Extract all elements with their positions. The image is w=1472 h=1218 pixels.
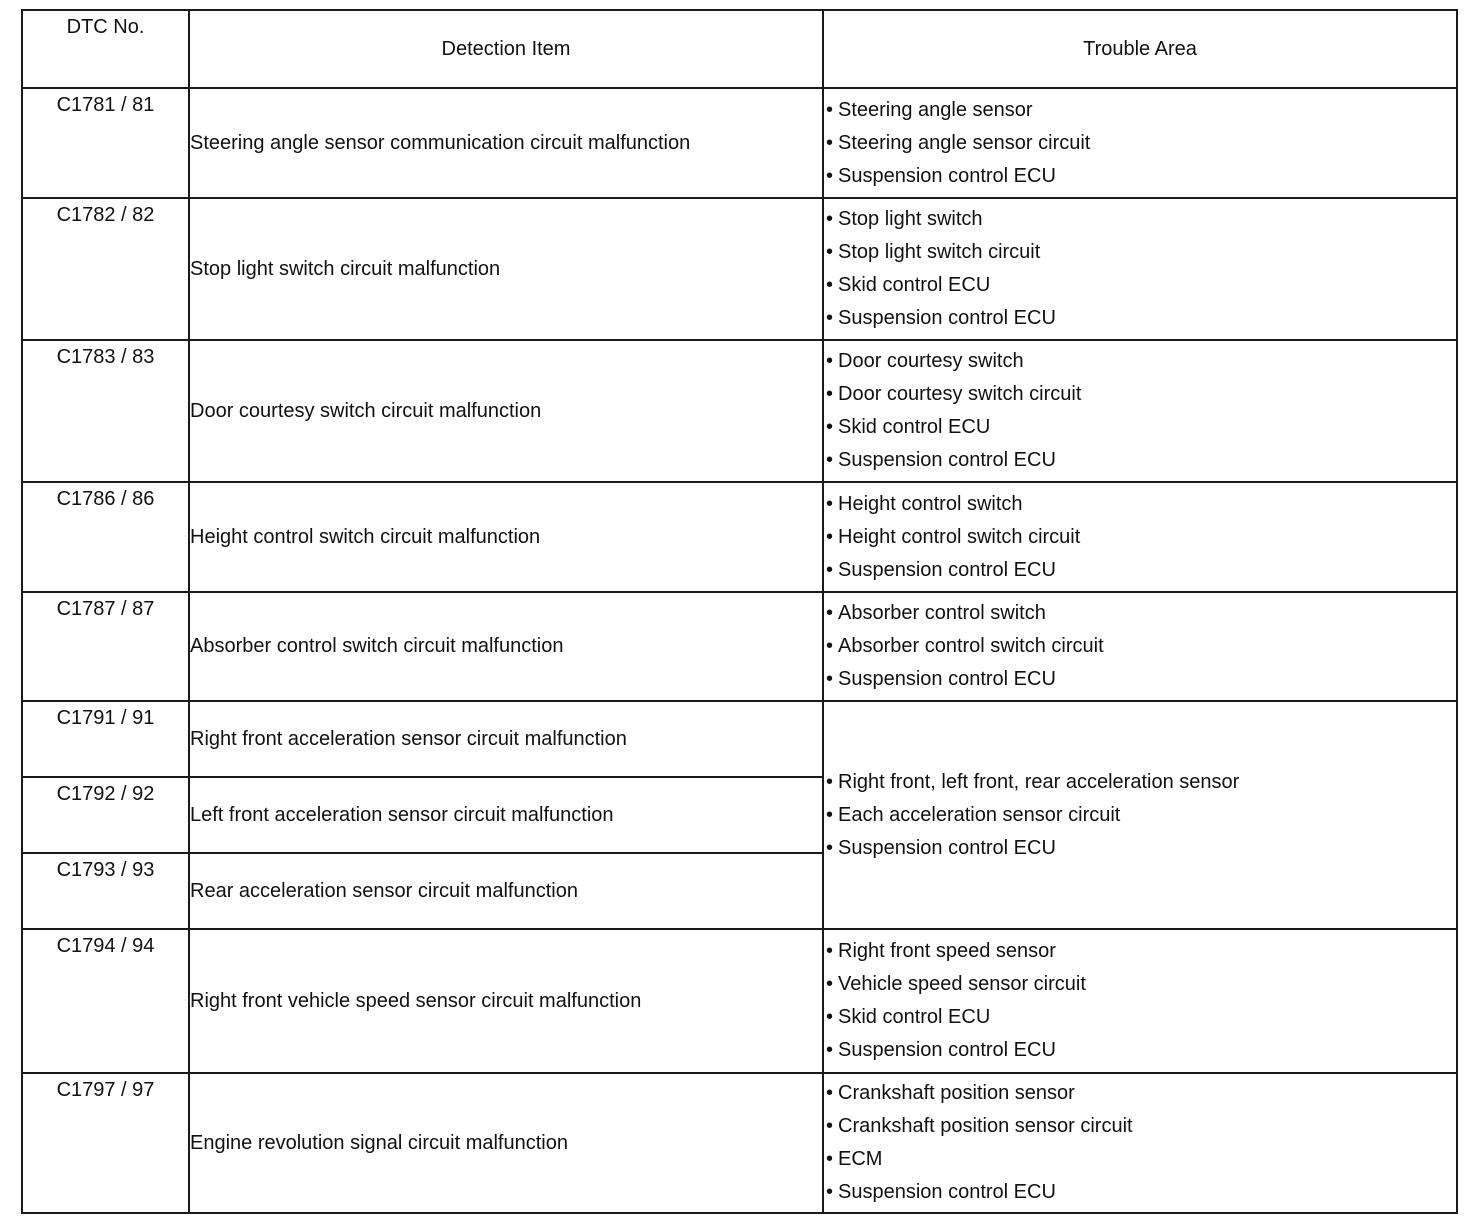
table-row	[22, 929, 1457, 1073]
dtc-table	[21, 9, 1458, 1214]
trouble-area-item: • Skid control ECU	[824, 1001, 1456, 1034]
dtc-code: C1794 / 94	[22, 929, 189, 1073]
trouble-area-item: • Each acceleration sensor circuit	[824, 799, 1456, 832]
table-row	[22, 88, 1457, 198]
trouble-area-item: • Right front, left front, rear acceleration sensor	[824, 766, 1456, 799]
bullet-icon: •	[826, 274, 834, 296]
header-dtc-no: DTC No.	[22, 10, 189, 88]
table-row	[22, 482, 1457, 592]
trouble-area-item: • Suspension control ECU	[824, 1176, 1456, 1209]
trouble-area-item: • Door courtesy switch circuit	[824, 378, 1456, 411]
trouble-area-item: • Steering angle sensor circuit	[824, 127, 1456, 160]
trouble-area-item: • Door courtesy switch	[824, 345, 1456, 378]
trouble-area-list	[824, 94, 1456, 193]
bullet-icon: •	[826, 1115, 834, 1137]
dtc-code: C1797 / 97	[22, 1073, 189, 1213]
bullet-icon: •	[826, 131, 834, 154]
bullet-icon: •	[826, 635, 834, 657]
detection-item: Door courtesy switch circuit malfunction	[189, 340, 823, 482]
detection-item: Rear acceleration sensor circuit malfunction	[189, 853, 823, 929]
bullet-icon: •	[826, 836, 834, 859]
dtc-code: C1781 / 81	[22, 88, 189, 198]
trouble-area-item: • Height control switch	[824, 488, 1456, 521]
bullet-icon: •	[826, 602, 834, 624]
trouble-area-list	[824, 345, 1456, 477]
bullet-icon: •	[826, 1006, 834, 1028]
table-row	[22, 198, 1457, 340]
bullet-icon: •	[826, 770, 834, 793]
dtc-code: C1791 / 91	[22, 701, 189, 777]
trouble-area-item: • Suspension control ECU	[824, 554, 1456, 587]
trouble-area-item: • Stop light switch	[824, 203, 1456, 236]
dtc-code: C1783 / 83	[22, 340, 189, 482]
bullet-icon: •	[826, 558, 834, 581]
trouble-area	[823, 340, 1457, 482]
trouble-area-item: • Steering angle sensor	[824, 94, 1456, 127]
bullet-icon: •	[826, 164, 834, 187]
detection-item: Stop light switch circuit malfunction	[189, 198, 823, 340]
bullet-icon: •	[826, 350, 834, 372]
trouble-area	[823, 701, 1457, 929]
trouble-area	[823, 88, 1457, 198]
table-row	[22, 592, 1457, 701]
trouble-area-item: • Suspension control ECU	[824, 663, 1456, 696]
trouble-area-item: • Suspension control ECU	[824, 160, 1456, 193]
dtc-code: C1787 / 87	[22, 592, 189, 701]
trouble-area-list	[824, 935, 1456, 1067]
bullet-icon: •	[826, 416, 834, 438]
bullet-icon: •	[826, 668, 834, 690]
trouble-area-list	[824, 488, 1456, 587]
detection-item: Right front vehicle speed sensor circuit malfunction	[189, 929, 823, 1073]
trouble-area	[823, 1073, 1457, 1213]
bullet-icon: •	[826, 383, 834, 405]
table-row	[22, 1073, 1457, 1213]
bullet-icon: •	[826, 1039, 834, 1061]
trouble-area-item: • Crankshaft position sensor	[824, 1077, 1456, 1110]
trouble-area-item: • Skid control ECU	[824, 411, 1456, 444]
detection-item: Absorber control switch circuit malfunction	[189, 592, 823, 701]
dtc-code: C1786 / 86	[22, 482, 189, 592]
trouble-area-list	[824, 1077, 1456, 1209]
trouble-area	[823, 929, 1457, 1073]
trouble-area-list	[824, 203, 1456, 335]
trouble-area-item: • Absorber control switch	[824, 597, 1456, 630]
detection-item: Height control switch circuit malfunction	[189, 482, 823, 592]
table-row	[22, 701, 1457, 777]
trouble-area-item: • Absorber control switch circuit	[824, 630, 1456, 663]
trouble-area	[823, 592, 1457, 701]
trouble-area-item: • Height control switch circuit	[824, 521, 1456, 554]
bullet-icon: •	[826, 803, 834, 826]
trouble-area-item: • Stop light switch circuit	[824, 236, 1456, 269]
trouble-area-item: • Skid control ECU	[824, 269, 1456, 302]
bullet-icon: •	[826, 449, 834, 471]
bullet-icon: •	[826, 1148, 834, 1170]
detection-item: Steering angle sensor communication circuit malfunction	[189, 88, 823, 198]
dtc-code: C1793 / 93	[22, 853, 189, 929]
bullet-icon: •	[826, 307, 834, 329]
header-detection-item: Detection Item	[189, 10, 823, 88]
bullet-icon: •	[826, 525, 834, 548]
detection-item: Left front acceleration sensor circuit malfunction	[189, 777, 823, 853]
detection-item: Right front acceleration sensor circuit malfunction	[189, 701, 823, 777]
bullet-icon: •	[826, 940, 834, 962]
bullet-icon: •	[826, 1082, 834, 1104]
trouble-area-list	[824, 597, 1456, 696]
trouble-area-item: • Suspension control ECU	[824, 832, 1456, 865]
trouble-area-list	[824, 766, 1456, 865]
header-row	[22, 10, 1457, 88]
trouble-area-item: • Suspension control ECU	[824, 302, 1456, 335]
trouble-area-item: • Vehicle speed sensor circuit	[824, 968, 1456, 1001]
trouble-area-item: • Suspension control ECU	[824, 444, 1456, 477]
trouble-area	[823, 482, 1457, 592]
trouble-area	[823, 198, 1457, 340]
trouble-area-item: • Suspension control ECU	[824, 1034, 1456, 1067]
trouble-area-item: • Crankshaft position sensor circuit	[824, 1110, 1456, 1143]
table-row	[22, 340, 1457, 482]
bullet-icon: •	[826, 1181, 834, 1203]
bullet-icon: •	[826, 208, 834, 230]
dtc-code: C1792 / 92	[22, 777, 189, 853]
detection-item: Engine revolution signal circuit malfunction	[189, 1073, 823, 1213]
bullet-icon: •	[826, 98, 834, 121]
bullet-icon: •	[826, 492, 834, 515]
header-trouble-area: Trouble Area	[823, 10, 1457, 88]
bullet-icon: •	[826, 241, 834, 263]
bullet-icon: •	[826, 973, 834, 995]
dtc-code: C1782 / 82	[22, 198, 189, 340]
trouble-area-item: • ECM	[824, 1143, 1456, 1176]
trouble-area-item: • Right front speed sensor	[824, 935, 1456, 968]
